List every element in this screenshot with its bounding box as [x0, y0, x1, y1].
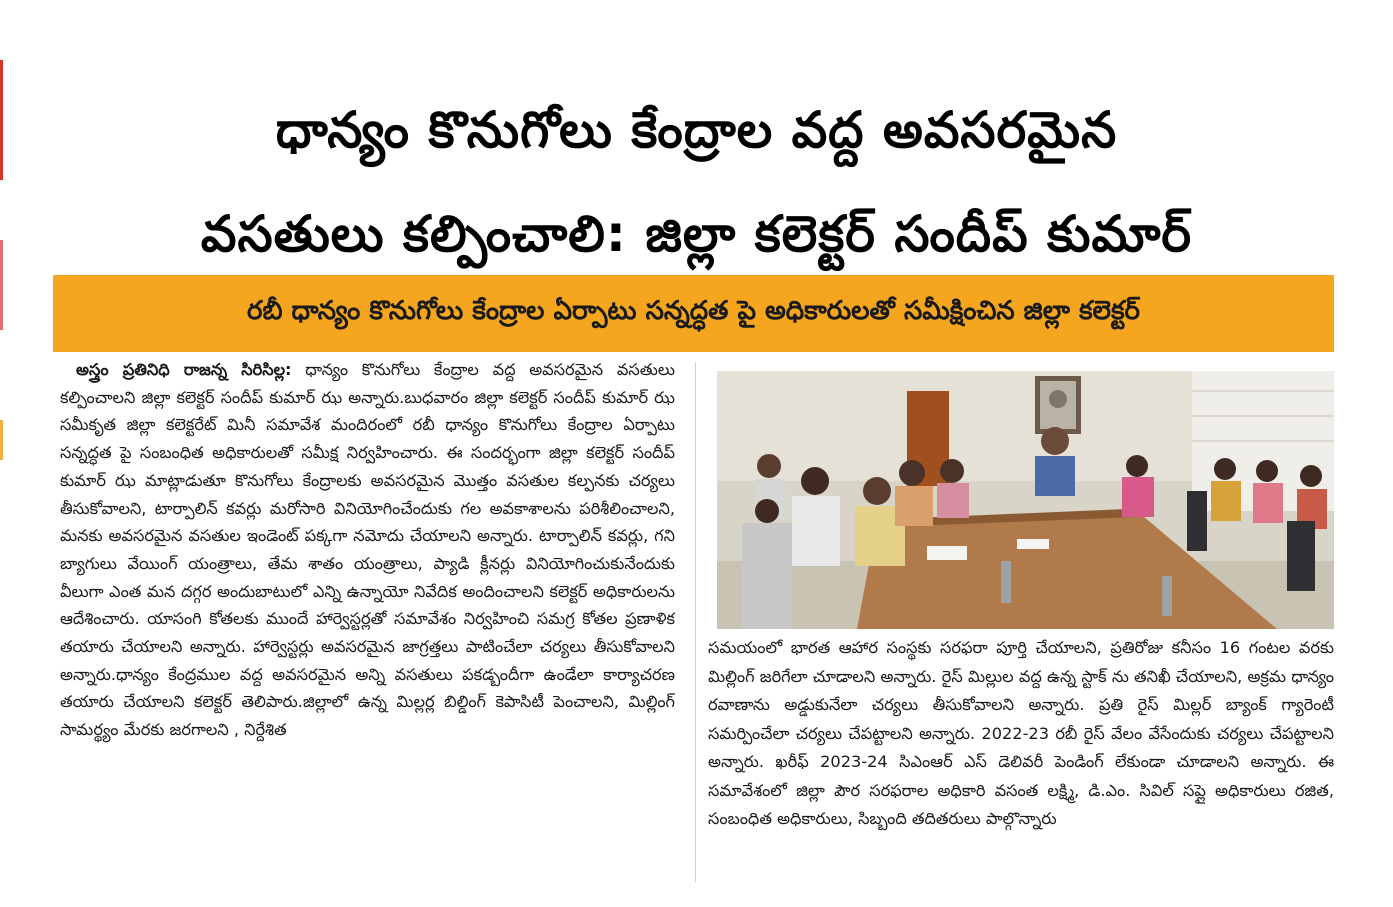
- headline-line-1: ధాన్యం కొనుగోలు కేంద్రాల వద్ద అవసరమైన: [275, 101, 1118, 159]
- edge-color-mark: [0, 420, 3, 460]
- byline: అస్త్రం ప్రతినిధి రాజన్న సిరిసిల్ల:: [76, 360, 292, 379]
- edge-color-mark: [0, 60, 3, 180]
- body-text-right: సమయంలో భారత ఆహార సంస్థకు సరఫరా పూర్తి చేయాలని, ప్రతిరోజు కనీసం 16 గంటల వరకు మిల్లింగ్ జరిగేలా చూడాలని అన్నారు. రైస్ మిల్లుల వద్ద ఉన్న స్టాక్ ను తనిఖీ చేయాలని, అక్రమ ధాన్యం రవాణాను అడ్డుకునేలా చర్యలు తీసుకోవాలని అన్నారు. ప్రతి రైస్ మిల్లర్ బ్యాంక్ గ్యారెంటీ సమర్పించేలా చర్యలు చేపట్టాలని అన్నారు. 2022-23 రబీ రైస్ వేలం వేసేందుకు చర్యలు చేపట్టాలని అన్నారు. ఖరీఫ్ 2023-24 సిఎంఆర్ ఎస్ డెలివరీ పెండింగ్ లేకుండా చూడాలని అన్నారు. ఈ సమావేశంలో జిల్లా పౌర సరఫరాల అధికారి వసంత లక్ష్మి, డి.ఎం. సివిల్ సప్లై అధికారులు రజిత, సంబంధిత అధికారులు, సిబ్బంది తదితరులు పాల్గొన్నారు: [708, 638, 1334, 828]
- headline-line-2: వసతులు కల్పించాలి: జిల్లా కలెక్టర్ సందీప్ కుమార్: [200, 205, 1193, 263]
- article-paragraph: [60, 356, 675, 744]
- article-column-left: [60, 356, 675, 901]
- meeting-photo: [717, 371, 1334, 629]
- subheadline-banner: [53, 275, 1334, 352]
- article-column-right: [708, 634, 1334, 904]
- column-divider: [695, 362, 696, 882]
- edge-color-mark: [0, 240, 3, 330]
- subheadline: రబీ ధాన్యం కొనుగోలు కేంద్రాల ఏర్పాటు సన్నద్ధత పై అధికారులతో సమీక్షించిన జిల్లా కలెక్టర్: [247, 295, 1140, 326]
- headline: [40, 78, 1353, 286]
- body-text-left: ధాన్యం కొనుగోలు కేంద్రాల వద్ద అవసరమైన వసతులు కల్పించాలని జిల్లా కలెక్టర్ సందీప్ కుమార్ ఝ అన్నారు.బుధవారం జిల్లా కలెక్టర్ సందీప్ కుమార్ ఝ సమీకృత జిల్లా కలెక్టరేట్ మినీ సమావేశ మందిరంలో రబీ ధాన్యం కొనుగోలు కేంద్రాల ఏర్పాటు సన్నద్ధత పై సంబంధిత అధికారులతో సమీక్ష నిర్వహించారు. ఈ సందర్భంగా జిల్లా కలెక్టర్ సందీప్ కుమార్ ఝ మాట్లాడుతూ కొనుగోలు కేంద్రాలకు అవసరమైన మొత్తం వసతుల కల్పనకు చర్యలు తీసుకోవాలని, టార్పాలిన్ కవర్లు మరోసారి వినియోగించేందుకు గల అవకాశాలను పరిశీలించాలని, మనకు అవసరమైన వసతుల ఇండెంట్ పక్కగా నమోదు చేయాలని అన్నారు. టార్పాలిన్ కవర్లు, గని బ్యాగులు వేయింగ్ యంత్రాలు, తేమ శాతం యంత్రాలు, ప్యాడి క్లీనర్లు వినియోగించుకునేందుకు వీలుగా ఎంత మన దగ్గర అందుబాటులో ఎన్ని ఉన్నాయో నివేదిక అందించాలని కలెక్టర్ అధికారులను ఆదేశించారు. యాసంగి కోతలకు ముందే హార్వెస్టర్లతో సమావేశం నిర్వహించి సమగ్ర కోతల ప్రణాళిక తయారు చేయాలని అన్నారు. హార్వెస్టర్లు అవసరమైన జాగ్రత్తలు పాటించేలా చర్యలు తీసుకోవాలని అన్నారు.ధాన్యం కేంద్రముల వద్ద అవసరమైన అన్ని వసతులు పకడ్బందీగా ఉండేలా కార్యాచరణ తయారు చేయాలని కలెక్టర్ తెలిపారు.జిల్లాలో ఉన్న మిల్లర్ల బిల్డింగ్ కెపాసిటీ పెంచాలని, మిల్లింగ్ సామర్థ్యం మేరకు జరగాలని , నిర్దేశిత: [60, 360, 675, 740]
